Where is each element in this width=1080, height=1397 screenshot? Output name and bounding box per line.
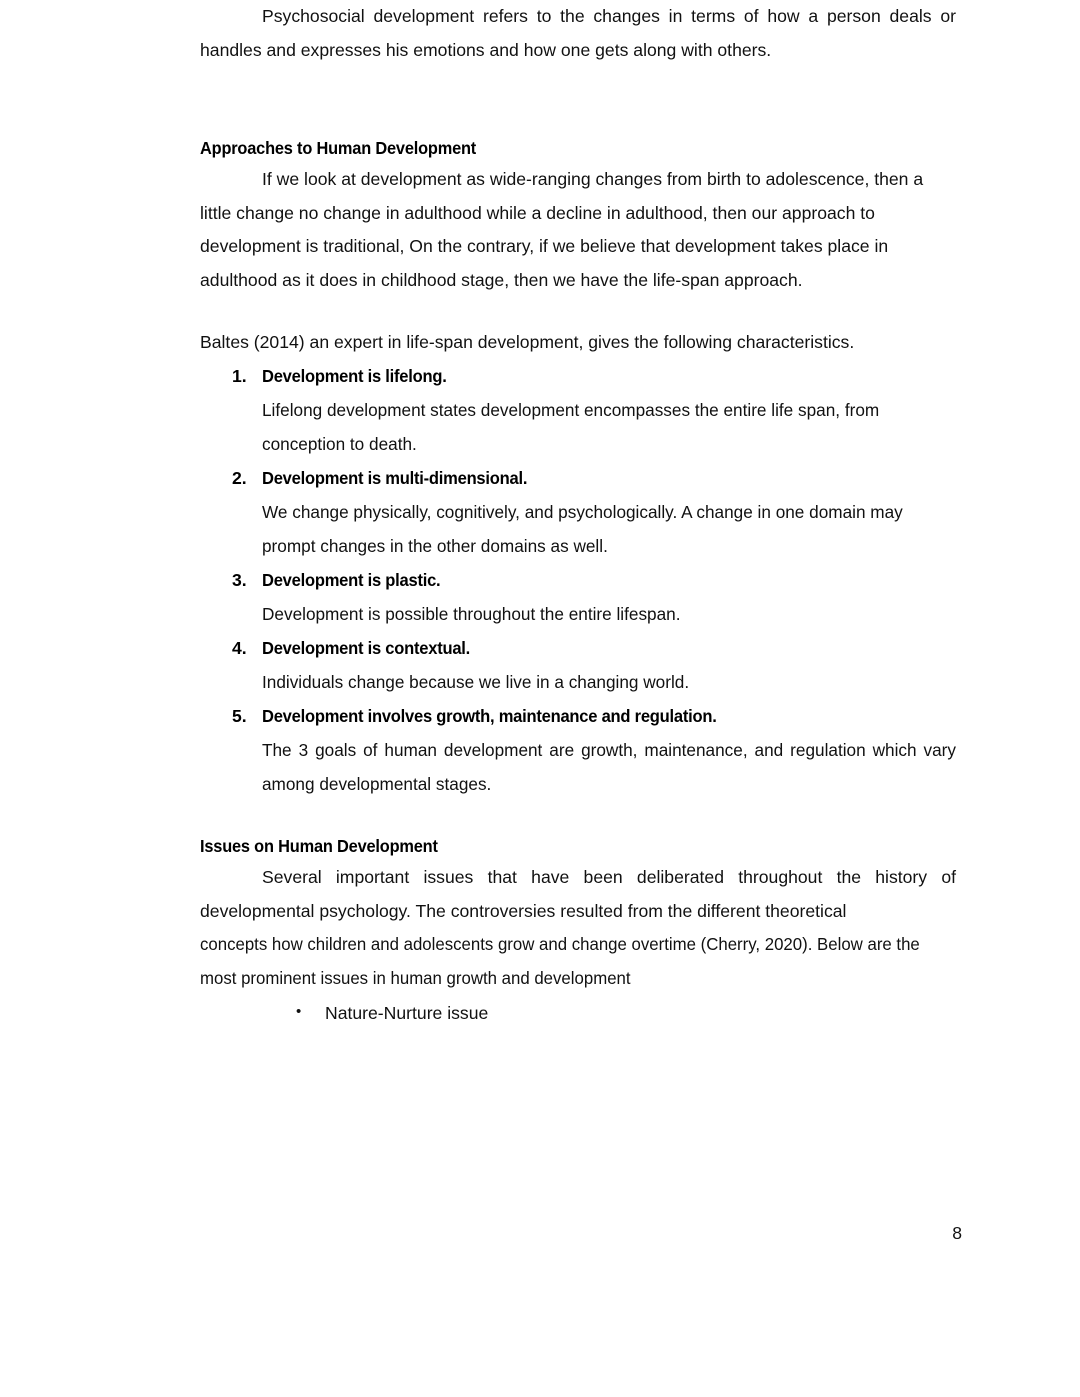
- spacer: [200, 298, 956, 326]
- issues-paragraph-part-1: Several important issues that have been deliberated throughout the history of developmental psychology. The controversies resulted from the different theoretical: [200, 867, 956, 921]
- intro-paragraph: Psychosocial development refers to the changes in terms of how a person deals or handles and expresses his emotions and how one gets along with others.: [200, 6, 956, 60]
- list-item-title: [200, 461, 956, 495]
- list-item-marker: 2.: [232, 468, 247, 489]
- list-item-body: We change physically, cognitively, and psychologically. A change in one domain may prompt changes in the other domains as well.: [262, 502, 903, 557]
- list-item-marker: 1.: [232, 366, 247, 387]
- issues-paragraph-part-2: [200, 928, 956, 995]
- list-item-title-text: Development is plastic.: [262, 570, 441, 591]
- baltes-lead-in: Baltes (2014) an expert in life-span development, gives the following characteristics.: [200, 331, 855, 352]
- list-item-title-text: Development is multi-dimensional.: [262, 468, 528, 489]
- spacer: [200, 100, 956, 133]
- issues-paragraph-part-2-text: concepts how children and adolescents grow and change overtime (Cherry, 2020). Below are the most prominent issues in human growth and development: [200, 934, 920, 988]
- list-item-title-text: Development is contextual.: [262, 638, 471, 659]
- bullet-label: Nature-Nurture issue: [325, 1002, 489, 1023]
- list-item-title: [200, 699, 956, 733]
- approaches-paragraph: If we look at development as wide-ranging changes from birth to adolescence, then a little change no change in adulthood while a decline in adulthood, then our approach to development is traditional, On the contrary, if we believe that development takes place in adulthood as it does in childhood stage, then we have the life-span approach.: [200, 169, 924, 290]
- list-item: [200, 996, 956, 1030]
- list-item-body: Development is possible throughout the entire lifespan.: [262, 604, 681, 625]
- bullet-icon: •: [296, 1002, 302, 1020]
- page-content: [200, 0, 956, 1030]
- characteristics-list: [200, 359, 956, 801]
- list-item: [200, 359, 956, 461]
- list-item-title: [200, 359, 956, 393]
- list-item-marker: 3.: [232, 570, 247, 591]
- list-item-title: [200, 631, 956, 665]
- list-item: [200, 563, 956, 631]
- list-item-title: [200, 563, 956, 597]
- list-item-body: Lifelong development states development encompasses the entire life span, from conception to death.: [262, 400, 880, 455]
- section-heading-approaches: Approaches to Human Development: [200, 138, 477, 159]
- list-item: [200, 699, 956, 801]
- page-number: 8: [952, 1223, 962, 1243]
- issues-bullet-list: [200, 996, 956, 1030]
- section-heading-issues: Issues on Human Development: [200, 836, 438, 857]
- list-item-marker: 4.: [232, 638, 247, 659]
- list-item-body: Individuals change because we live in a changing world.: [262, 672, 690, 693]
- spacer: [200, 67, 956, 100]
- list-item: [200, 461, 956, 563]
- list-item-body: The 3 goals of human development are growth, maintenance, and regulation which vary among developmental stages.: [262, 740, 956, 795]
- spacer: [200, 801, 956, 831]
- list-item-title-text: Development involves growth, maintenance and regulation.: [262, 706, 717, 727]
- list-item-title-text: Development is lifelong.: [262, 366, 447, 387]
- list-item: [200, 631, 956, 699]
- list-item-marker: 5.: [232, 706, 247, 727]
